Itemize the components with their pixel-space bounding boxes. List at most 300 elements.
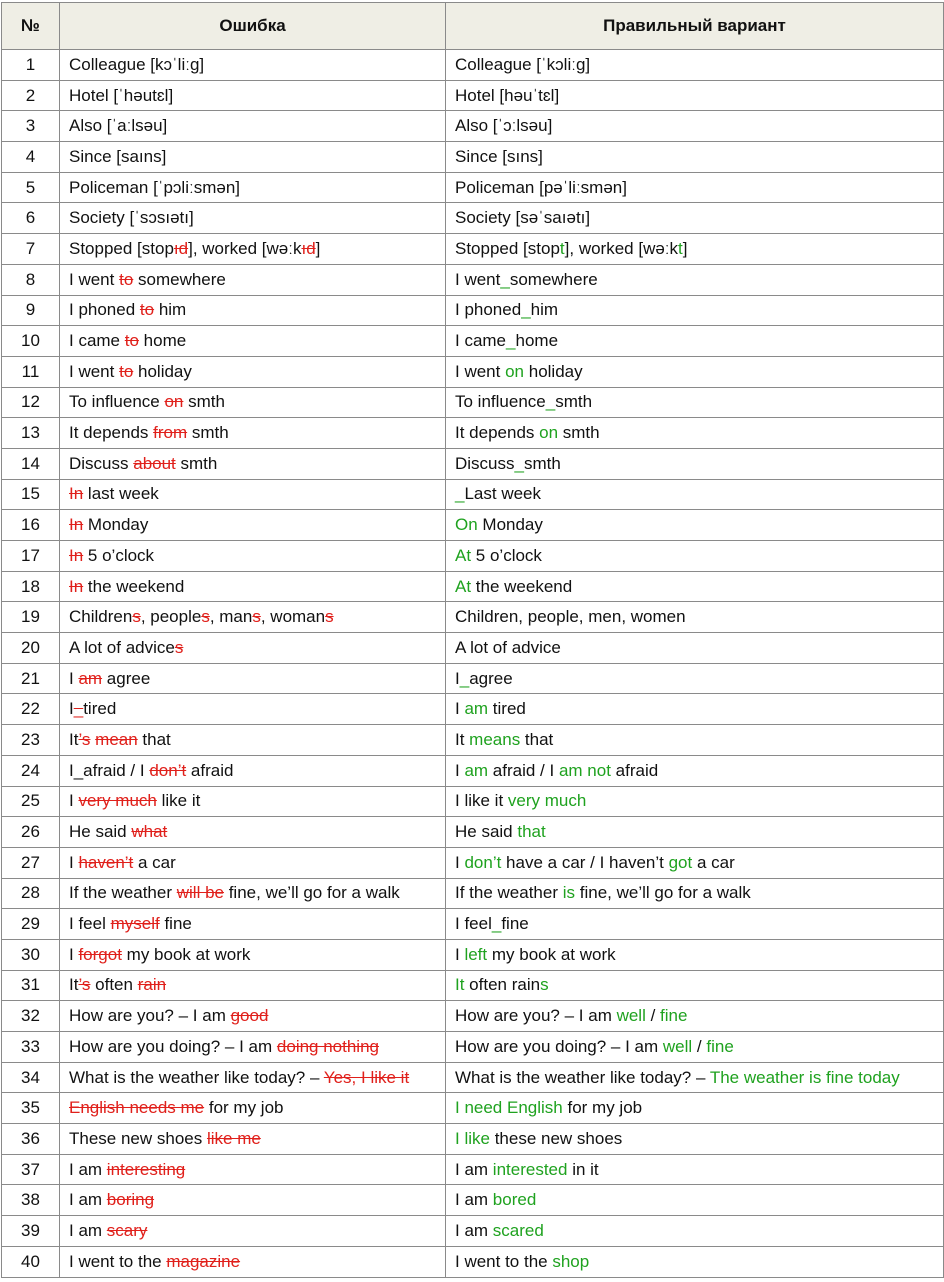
row-number: 12 [2,387,60,418]
text-fragment: I am [69,1190,107,1210]
text-fragment: I phoned [455,300,522,320]
wrong-fragment: ıd [173,238,189,258]
correct-fragment: The weather is fine today [709,1067,900,1087]
correct-fragment: _ [521,300,531,320]
text-fragment: fine, we’ll go for a walk [575,883,751,903]
error-cell [60,602,446,633]
text-fragment: smth [555,392,593,412]
wrong-fragment: mean [95,729,138,749]
wrong-fragment: ’s [78,975,91,995]
text-fragment: , man [209,607,253,627]
text-fragment: ] [682,238,688,258]
text-fragment: ], worked [wəːk [564,238,679,258]
wrong-fragment: don’t [149,760,187,780]
correct-cell [446,909,944,940]
text-fragment: I phoned [69,300,140,320]
correct-fragment: is [562,883,576,903]
wrong-fragment: rain [137,975,167,995]
correct-fragment: got [668,852,693,872]
table-row [2,1032,944,1063]
text-fragment: I [69,944,79,964]
text-fragment: like it [156,791,201,811]
text-fragment: I [455,668,460,688]
wrong-fragment: In [69,545,84,565]
wrong-fragment: s [201,607,210,627]
header-error: Ошибка [60,3,446,50]
text-fragment: last week [83,484,159,504]
correct-cell [446,234,944,265]
error-cell [60,510,446,541]
table-row [2,1093,944,1124]
table-row [2,633,944,664]
error-cell [60,878,446,909]
wrong-fragment: am [78,668,103,688]
text-fragment: for my job [204,1098,284,1118]
text-fragment: afraid / I [488,760,559,780]
correct-fragment: _ [491,914,502,934]
correct-fragment: _ [514,453,524,473]
table-row [2,1124,944,1155]
text-fragment: 5 o’clock [471,545,542,565]
text-fragment: smth [183,392,225,412]
correct-cell [446,1246,944,1277]
row-number: 15 [2,479,60,510]
text-fragment: I [455,699,465,719]
row-number: 31 [2,970,60,1001]
table-row [2,1001,944,1032]
correct-cell [446,1062,944,1093]
wrong-fragment: In [69,576,84,596]
correct-fragment: t [678,238,683,258]
correct-cell [446,295,944,326]
error-cell [60,418,446,449]
text-fragment: that [137,729,171,749]
row-number: 2 [2,80,60,111]
text-fragment: somewhere [509,269,598,289]
text-fragment: What is the weather like today? – [455,1067,710,1087]
text-fragment: my book at work [487,944,616,964]
correct-fragment: well [616,1006,646,1026]
row-number: 23 [2,725,60,756]
error-cell [60,1185,446,1216]
correct-cell [446,541,944,572]
wrong-fragment: English needs me [69,1098,205,1118]
text-fragment: fine, we’ll go for a walk [223,883,400,903]
text-fragment: , woman [260,607,326,627]
row-number: 16 [2,510,60,541]
text-fragment: I am [69,1159,107,1179]
table-row [2,1062,944,1093]
row-number: 5 [2,172,60,203]
row-number: 26 [2,817,60,848]
row-number: 17 [2,541,60,572]
text-fragment: holiday [133,361,192,381]
correct-fragment: fine [660,1006,688,1026]
correct-fragment: It [455,975,465,995]
correct-fragment: that [517,822,546,842]
correct-fragment: very much [507,791,587,811]
row-number: 27 [2,847,60,878]
text-fragment: the weekend [83,576,185,596]
text-fragment: I [455,852,465,872]
correct-fragment: shop [552,1251,590,1271]
error-cell [60,479,446,510]
correct-fragment: means [469,729,521,749]
row-number: 39 [2,1216,60,1247]
error-cell [60,663,446,694]
error-cell [60,847,446,878]
text-fragment: It [69,975,79,995]
error-cell [60,1093,446,1124]
error-cell [60,1154,446,1185]
header-correct: Правильный вариант [446,3,944,50]
error-cell [60,1124,446,1155]
row-number: 36 [2,1124,60,1155]
text-fragment: fine [159,914,192,934]
row-number: 7 [2,234,60,265]
text-fragment: him [530,300,559,320]
text-fragment: agree [102,668,151,688]
table-row [2,418,944,449]
text-fragment: agree [469,668,513,688]
table-row [2,295,944,326]
text-fragment: my book at work [121,944,251,964]
text-fragment: How are you? – I am [69,1006,231,1026]
table-row [2,387,944,418]
correct-cell [446,172,944,203]
text-fragment: I [69,699,74,719]
correct-cell [446,571,944,602]
wrong-fragment: to [124,331,139,351]
text-fragment: How are you doing? – I am [69,1036,277,1056]
row-number: 13 [2,418,60,449]
correct-cell [446,142,944,173]
error-cell [60,1001,446,1032]
text-fragment: I went [69,361,120,381]
correct-fragment: interested [492,1159,568,1179]
row-number: 11 [2,356,60,387]
error-cell [60,817,446,848]
correct-cell [446,786,944,817]
correct-cell [446,1001,944,1032]
correct-cell [446,1185,944,1216]
text-fragment: a car [133,852,176,872]
header-number: № [2,3,60,50]
text-fragment: Stopped [stop [69,238,174,258]
correct-cell [446,847,944,878]
correct-cell [446,50,944,81]
text-fragment: Discuss [69,453,134,473]
text-fragment: afraid [610,760,659,780]
table-row [2,50,944,81]
text-fragment: He said [455,822,518,842]
row-number: 18 [2,571,60,602]
table-row [2,878,944,909]
correct-fragment: _ [459,668,470,688]
row-number: 1 [2,50,60,81]
text-fragment: him [154,300,187,320]
wrong-fragment: ıd [301,238,316,258]
correct-cell [446,1124,944,1155]
text-fragment: I am [455,1220,493,1240]
error-cell [60,203,446,234]
table-row [2,725,944,756]
error-cell [60,326,446,357]
text-fragment: Hotel [ˈhəutɛl] [69,85,174,105]
text-fragment: ], worked [wəːk [188,238,302,258]
text-fragment: Stopped [stop [455,238,560,258]
text-fragment: It depends [69,423,154,443]
text-fragment: smth [523,453,561,473]
row-number: 9 [2,295,60,326]
header-row [2,3,944,50]
wrong-fragment: from [153,423,188,443]
text-fragment: / [645,1006,661,1026]
table-row [2,541,944,572]
text-fragment: I went [455,269,501,289]
error-cell [60,1032,446,1063]
correct-fragment: _ [506,331,516,351]
text-fragment: often rain [464,975,541,995]
error-cell [60,970,446,1001]
row-number: 3 [2,111,60,142]
table-row [2,172,944,203]
row-number: 6 [2,203,60,234]
table-row [2,909,944,940]
error-cell [60,541,446,572]
table-row [2,326,944,357]
text-fragment: To influence [455,392,546,412]
table-row [2,694,944,725]
table-row [2,111,944,142]
error-cell [60,111,446,142]
text-fragment: often [90,975,138,995]
wrong-fragment: _ [73,699,84,719]
correct-cell [446,694,944,725]
wrong-fragment: doing nothing [276,1036,379,1056]
wrong-fragment: scary [106,1220,148,1240]
text-fragment: I am [455,1159,493,1179]
text-fragment: that [520,729,554,749]
wrong-fragment: In [69,515,84,535]
error-cell [60,80,446,111]
error-cell [60,633,446,664]
row-number: 34 [2,1062,60,1093]
text-fragment: I [69,668,79,688]
correct-cell [446,356,944,387]
text-fragment: / [692,1036,707,1056]
text-fragment: I went to the [455,1251,553,1271]
text-fragment: I am [455,1190,493,1210]
correct-fragment: am [464,760,489,780]
correct-cell [446,633,944,664]
row-number: 21 [2,663,60,694]
wrong-fragment: will be [176,883,224,903]
row-number: 33 [2,1032,60,1063]
row-number: 38 [2,1185,60,1216]
correct-fragment: bored [492,1190,537,1210]
correct-cell [446,264,944,295]
text-fragment: It [69,729,79,749]
error-cell [60,939,446,970]
text-fragment: Children, people, men, women [455,607,686,627]
error-cell [60,1216,446,1247]
text-fragment: Policeman [ˈpɔliːsmən] [69,177,241,197]
text-fragment: I went [69,269,120,289]
row-number: 19 [2,602,60,633]
text-fragment: Since [saıns] [69,146,167,166]
text-fragment: I went to the [69,1251,167,1271]
error-cell [60,1062,446,1093]
correct-fragment: I like [455,1128,490,1148]
wrong-fragment: s [174,637,184,657]
text-fragment: I feel [455,914,492,934]
table-row [2,1185,944,1216]
text-fragment: in it [567,1159,599,1179]
wrong-fragment: to [139,300,155,320]
text-fragment: tired [83,699,117,719]
correct-fragment: scared [492,1220,544,1240]
correct-cell [446,663,944,694]
correct-cell [446,326,944,357]
row-number: 30 [2,939,60,970]
table-row [2,203,944,234]
error-cell [60,387,446,418]
correct-fragment: _ [455,484,465,504]
text-fragment: I [455,760,465,780]
correct-cell [446,1216,944,1247]
table-row [2,602,944,633]
wrong-fragment: s [132,607,141,627]
text-fragment: I [69,791,79,811]
correct-cell [446,970,944,1001]
table-row [2,448,944,479]
wrong-fragment: boring [106,1190,155,1210]
correct-cell [446,1093,944,1124]
row-number: 24 [2,755,60,786]
text-fragment: Children [69,607,133,627]
text-fragment: It [455,729,470,749]
correct-fragment: At [455,545,472,565]
error-cell [60,755,446,786]
wrong-fragment: myself [110,914,160,934]
error-cell [60,172,446,203]
table-row [2,142,944,173]
wrong-fragment: what [131,822,168,842]
text-fragment: tired [488,699,526,719]
table-row [2,847,944,878]
correct-cell [446,878,944,909]
wrong-fragment: on [164,392,184,412]
table-row [2,786,944,817]
text-fragment: ] [315,238,321,258]
text-fragment: I [69,852,79,872]
row-number: 10 [2,326,60,357]
row-number: 14 [2,448,60,479]
text-fragment: the weekend [471,576,573,596]
correct-cell [446,1032,944,1063]
row-number: 29 [2,909,60,940]
table-row [2,663,944,694]
text-fragment: I_afraid / I [69,760,150,780]
text-fragment: , people [140,607,202,627]
table-row [2,264,944,295]
correct-cell [446,111,944,142]
row-number: 35 [2,1093,60,1124]
row-number: 25 [2,786,60,817]
text-fragment: If the weather [69,883,177,903]
wrong-fragment: s [252,607,261,627]
text-fragment: smth [187,423,229,443]
text-fragment: Discuss [455,453,515,473]
text-fragment: I [455,944,465,964]
text-fragment: I am [69,1220,107,1240]
text-fragment: It depends [455,423,540,443]
text-fragment: Since [sıns] [455,146,543,166]
table-row [2,571,944,602]
table-row [2,1246,944,1277]
wrong-fragment: forgot [78,944,122,964]
text-fragment: I came [69,331,125,351]
wrong-fragment: good [230,1006,269,1026]
correct-fragment: _ [545,392,556,412]
text-fragment: A lot of advice [69,637,175,657]
mistakes-table [1,2,944,1278]
correct-fragment: on [505,361,525,381]
text-fragment: How are you? – I am [455,1006,617,1026]
row-number: 20 [2,633,60,664]
row-number: 22 [2,694,60,725]
text-fragment: home [138,331,187,351]
text-fragment: smth [558,423,600,443]
correct-cell [446,418,944,449]
wrong-fragment: magazine [166,1251,241,1271]
text-fragment: smth [175,453,218,473]
correct-fragment: s [540,975,549,995]
wrong-fragment: haven’t [78,852,134,872]
wrong-fragment: s [325,607,334,627]
row-number: 40 [2,1246,60,1277]
text-fragment: holiday [524,361,583,381]
wrong-fragment: In [69,484,84,504]
error-cell [60,1246,446,1277]
correct-cell [446,755,944,786]
error-cell [60,909,446,940]
error-cell [60,448,446,479]
correct-cell [446,939,944,970]
text-fragment: 5 o’clock [83,545,155,565]
text-fragment: Society [ˈsɔsıətı] [69,208,194,228]
text-fragment: Also [ˈɔːlsəu] [455,116,553,136]
error-cell [60,234,446,265]
correct-fragment: On [455,515,478,535]
text-fragment: If the weather [455,883,563,903]
row-number: 4 [2,142,60,173]
correct-fragment: I need English [455,1098,563,1118]
table-row [2,1216,944,1247]
error-cell [60,571,446,602]
text-fragment: Last week [464,484,542,504]
error-cell [60,142,446,173]
text-fragment: Colleague [kɔˈliːg] [69,54,205,74]
error-cell [60,694,446,725]
wrong-fragment: Yes, I like it [323,1067,410,1087]
error-cell [60,356,446,387]
table-row [2,356,944,387]
error-cell [60,50,446,81]
correct-fragment: am [464,699,489,719]
correct-fragment: don’t [464,852,502,872]
